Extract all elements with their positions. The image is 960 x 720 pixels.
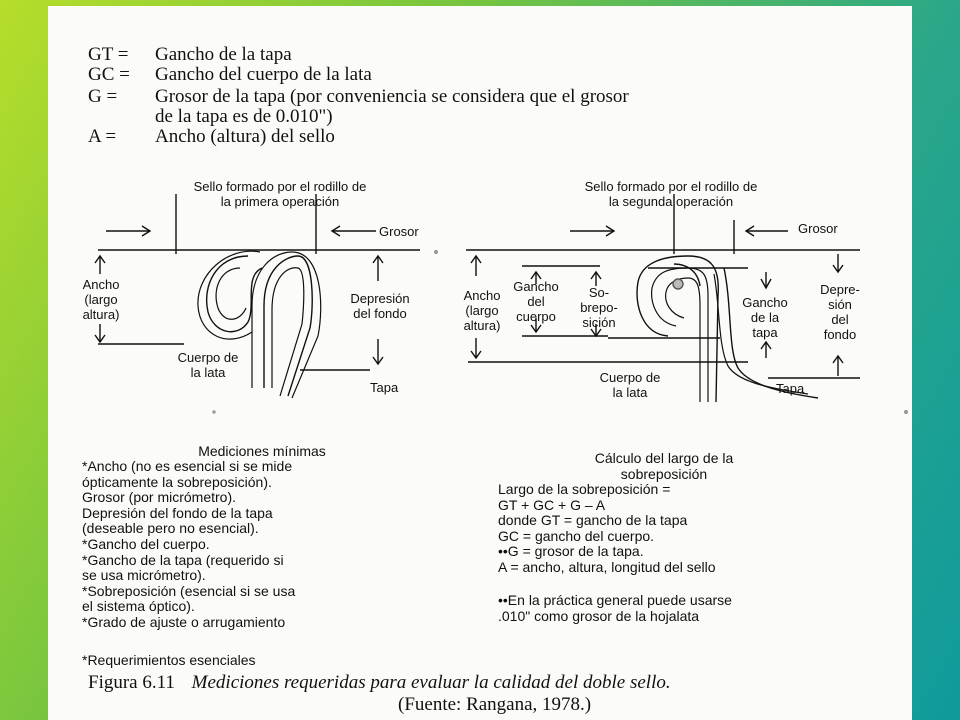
figure-caption (88, 672, 671, 694)
second-gancho-cuerpo-line1: Gancho (513, 279, 559, 294)
first-cuerpo-label (158, 350, 258, 380)
second-diagram-title-line2: la segunda operación (608, 194, 734, 209)
second-depresion-line1: Depre- (820, 282, 860, 297)
mediciones-line: *Gancho de la tapa (requerido si (82, 551, 284, 568)
mediciones-line: (deseable pero no esencial). (82, 520, 259, 537)
second-ancho-line3: altura) (463, 318, 501, 333)
first-cuerpo-line1: Cuerpo de (177, 350, 239, 365)
second-depresion-line2: sión (828, 297, 852, 312)
first-diagram-title (130, 179, 430, 209)
first-ancho-line2: (largo (84, 292, 118, 307)
second-grosor-label: Grosor (798, 221, 838, 236)
second-sobreposicion-line2: brepo- (580, 300, 618, 315)
second-sobreposicion-line1: So- (588, 285, 610, 300)
figure-title: Mediciones requeridas para evaluar la calidad del doble sello. (191, 672, 671, 693)
mediciones-line: *Gancho del cuerpo. (82, 535, 210, 552)
calculo-line: donde GT = gancho de la tapa (498, 512, 688, 529)
first-diagram-title-line1: Sello formado por el rodillo de (193, 179, 367, 194)
calculo-line: GC = gancho del cuerpo. (498, 527, 655, 544)
def-a-key: A = (88, 126, 117, 147)
mediciones-line: *Sobreposición (esencial si se usa (82, 582, 296, 599)
figure-label: Figura 6.11 (88, 672, 175, 693)
def-gc-value: Gancho del cuerpo de la lata (155, 64, 372, 85)
calculo-note (498, 593, 732, 624)
calculo-title-line1: Cálculo del largo de la (594, 450, 734, 466)
second-gancho-cuerpo-label (504, 279, 568, 324)
second-ancho-line1: Ancho (463, 288, 501, 303)
figure-source: (Fuente: Rangana, 1978.) (398, 694, 592, 715)
mediciones-footnote: *Requerimientos esenciales (82, 652, 256, 668)
calculo-line: Largo de la sobreposición = (498, 481, 671, 497)
second-sobreposicion-label (568, 285, 630, 330)
mediciones-line: el sistema óptico). (82, 598, 195, 615)
calculo-line: A = ancho, altura, longitud del sello (498, 558, 716, 575)
calculo-title (494, 451, 834, 482)
second-gancho-tapa-line2: de la (750, 310, 780, 325)
second-cuerpo-label (580, 370, 680, 400)
mediciones-line: *Ancho (no es esencial si se mide (82, 458, 293, 474)
mediciones-line: Grosor (por micrómetro). (82, 489, 237, 506)
first-ancho-line3: altura) (82, 307, 120, 322)
calculo-list (498, 482, 716, 576)
def-gc-key: GC = (88, 64, 130, 85)
first-depresion-line2: del fondo (353, 306, 407, 321)
mediciones-title: Mediciones mínimas (198, 443, 326, 459)
mediciones-line: Depresión del fondo de la tapa (82, 504, 273, 521)
second-gancho-tapa-line1: Gancho (742, 295, 788, 310)
second-ancho-line2: (largo (465, 303, 499, 318)
calculo-line: GT + GC + G – A (498, 496, 606, 513)
second-cuerpo-line2: la lata (612, 385, 648, 400)
first-cuerpo-line2: la lata (190, 365, 226, 380)
first-depresion-line1: Depresión (350, 291, 410, 306)
first-ancho-line1: Ancho (82, 277, 120, 292)
first-tapa-label: Tapa (370, 380, 399, 395)
def-gt-value: Gancho de la tapa (155, 44, 292, 65)
second-depresion-line3: del (831, 312, 849, 327)
calculo-note-line1: ••En la práctica general puede usarse (498, 592, 732, 608)
second-cuerpo-line1: Cuerpo de (599, 370, 661, 385)
second-gancho-cuerpo-line2: del (527, 294, 545, 309)
second-sobreposicion-line3: sición (582, 315, 616, 330)
second-gancho-tapa-line3: tapa (752, 325, 778, 340)
def-g-key: G = (88, 86, 118, 107)
second-depresion-line4: fondo (823, 327, 857, 342)
def-gt-key: GT = (88, 44, 129, 65)
mediciones-list (82, 459, 295, 631)
first-diagram-title-line2: la primera operación (220, 194, 340, 209)
def-a-value: Ancho (altura) del sello (155, 126, 335, 147)
def-g-value-cont: de la tapa es de 0.010") (155, 106, 333, 127)
second-gancho-tapa-label (730, 295, 800, 340)
scanned-page (48, 6, 912, 720)
mediciones-line: *Grado de ajuste o arrugamiento (82, 613, 286, 630)
second-gancho-cuerpo-line3: cuerpo (516, 309, 556, 324)
second-diagram-title (521, 179, 821, 209)
first-ancho-label (66, 277, 136, 322)
second-depresion-label (808, 282, 872, 342)
first-depresion-label (338, 291, 422, 321)
calculo-title-line2: sobreposición (620, 465, 708, 482)
second-diagram-title-line1: Sello formado por el rodillo de (584, 179, 758, 194)
calculo-line: ••G = grosor de la tapa. (498, 543, 644, 560)
mediciones-line: se usa micrómetro). (82, 567, 206, 584)
first-grosor-label: Grosor (379, 224, 419, 239)
mediciones-line: ópticamente la sobreposición). (82, 473, 272, 490)
second-tapa-label: Tapa (776, 381, 805, 396)
calculo-note-line2: .010" como grosor de la hojalata (498, 607, 700, 624)
def-g-value: Grosor de la tapa (por conveniencia se considera que el grosor (155, 86, 629, 107)
